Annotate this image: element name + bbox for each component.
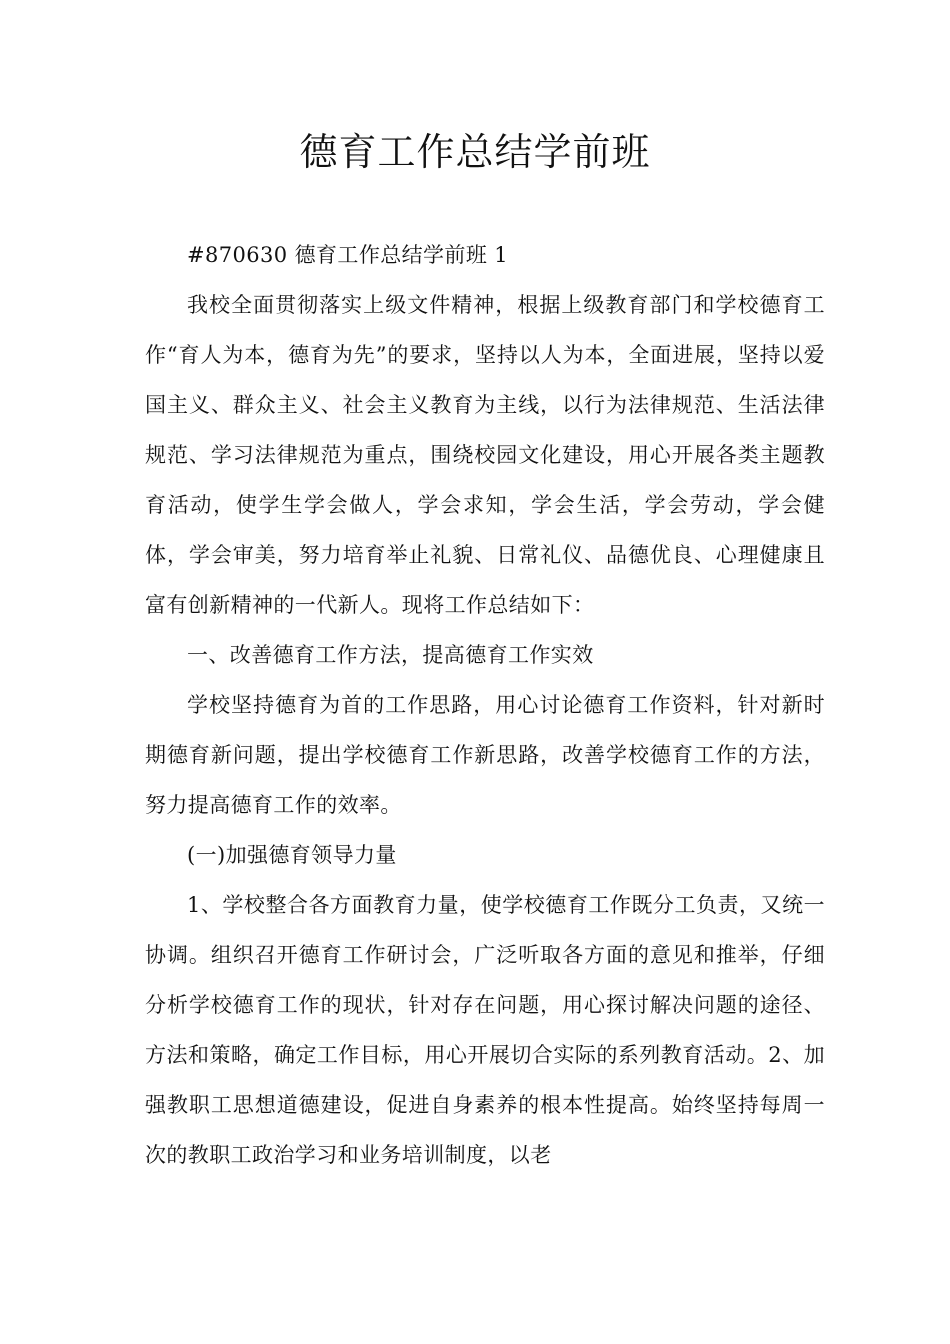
section-heading-1: 一、改善德育工作方法，提高德育工作实效	[187, 643, 594, 667]
subsection-heading-1: (一)加强德育领导力量	[187, 843, 397, 867]
document-id-line: #870630 德育工作总结学前班 1	[187, 243, 509, 267]
intro-paragraph: 我校全面贯彻落实上级文件精神，根据上级教育部门和学校德育工作“育人为本，德育为先”的要求，坚持以人为本，全面进展，坚持以爱国主义、群众主义、社会主义教育为主线，以行为法律规范、生活法律规范、学习法律规范为重点，围绕校园文化建设，用心开展各类主题教育活动，使学生学会做人，学会求知，学会生活，学会劳动，学会健体，学会审美，努力培育举止礼貌、日常礼仪、品德优良、心理健康且富有创新精神的一代新人。现将工作总结如下：	[145, 293, 825, 617]
document-body	[145, 230, 825, 1180]
subsection-1-paragraph: 1、学校整合各方面教育力量，使学校德育工作既分工负责，又统一协调。组织召开德育工作研讨会，广泛听取各方面的意见和推举，仔细分析学校德育工作的现状，针对存在问题，用心探讨解决问题的途径、方法和策略，确定工作目标，用心开展切合实际的系列教育活动。2、加强教职工思想道德建设，促进自身素养的根本性提高。始终坚持每周一次的教职工政治学习和业务培训制度，以老	[145, 893, 825, 1167]
section-1-paragraph: 学校坚持德育为首的工作思路，用心讨论德育工作资料，针对新时期德育新问题，提出学校德育工作新思路，改善学校德育工作的方法，努力提高德育工作的效率。	[145, 693, 825, 817]
document-title: 德育工作总结学前班	[299, 130, 651, 174]
